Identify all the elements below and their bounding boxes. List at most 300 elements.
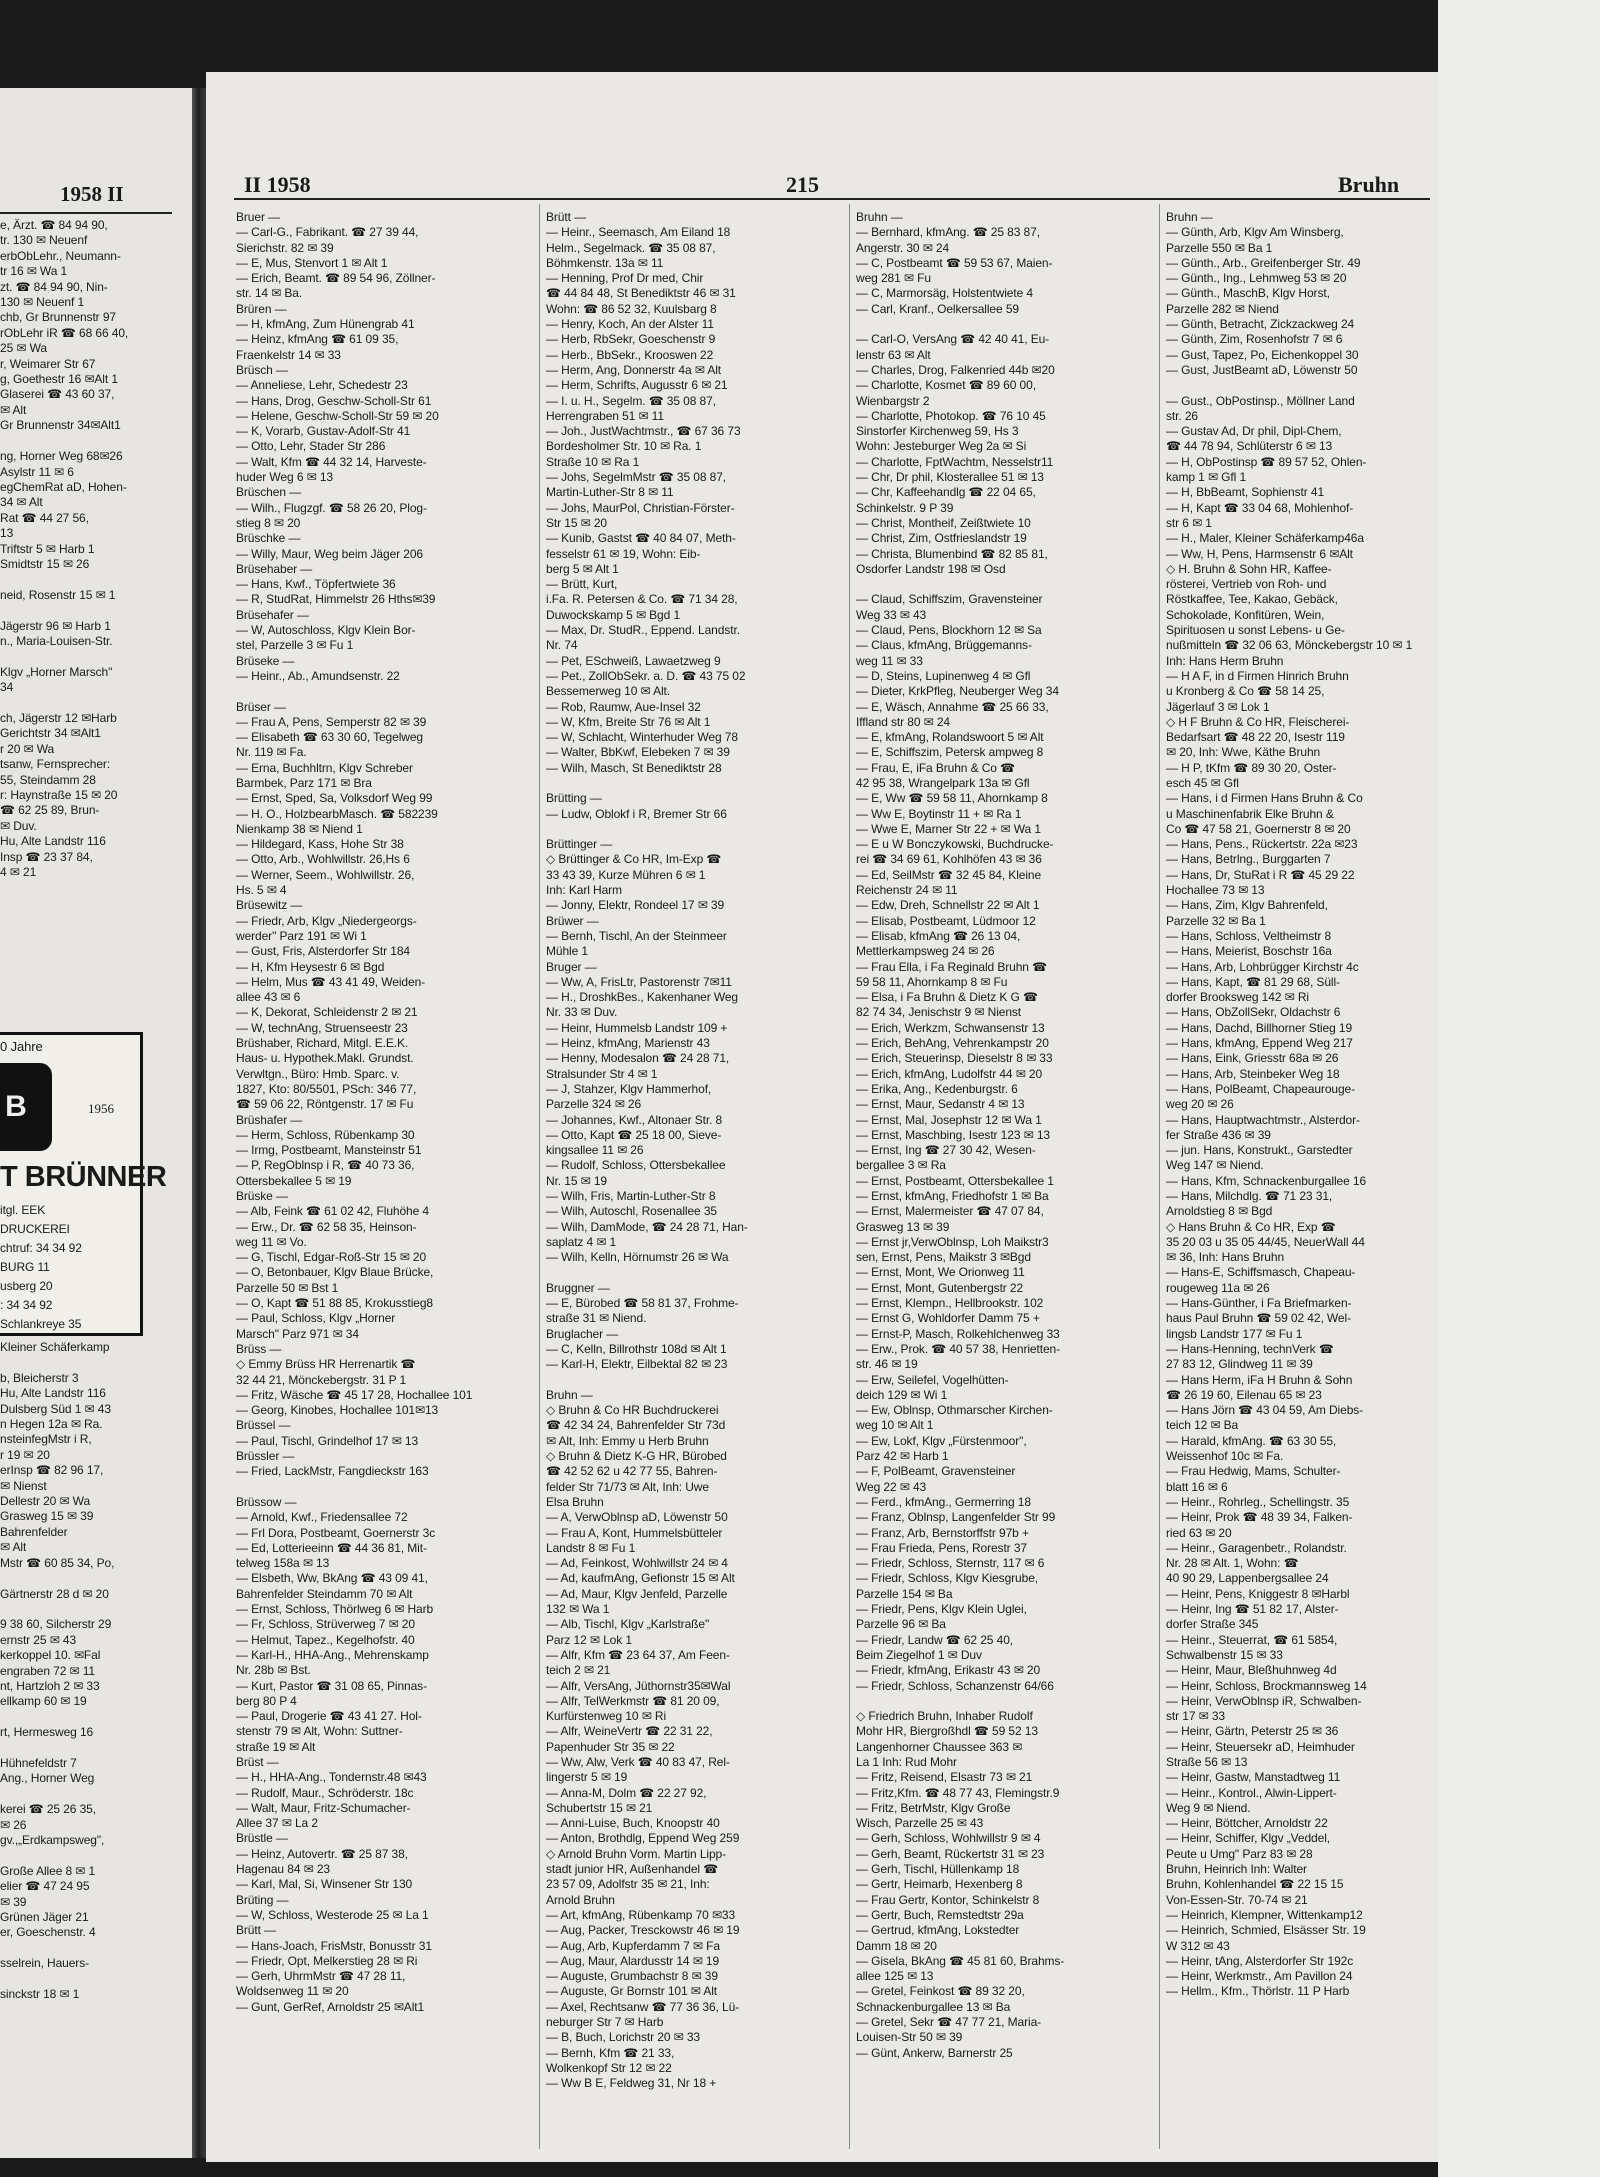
directory-entry-line: — Wilh., Flugzgf. ☎ 58 26 20, Plog- bbox=[236, 500, 427, 515]
directory-entry-line: — Hans, Eink, Griesstr 68a ✉ 26 bbox=[1166, 1051, 1339, 1066]
directory-entry-line: — Hans-Günther, i Fa Briefmarken- bbox=[1166, 1296, 1352, 1311]
directory-entry-line: ◇ H. Bruhn & Sohn HR, Kaffee- bbox=[1166, 561, 1332, 576]
directory-entry-line: — Claus, kfmAng, Brüggemanns- bbox=[856, 638, 1032, 653]
directory-entry-line: — J, Stahzer, Klgv Hammerhof, bbox=[546, 1081, 712, 1096]
directory-entry-line: — Wilh, DamMode, ☎ 24 28 71, Han- bbox=[546, 1219, 748, 1234]
directory-entry-line: Str 15 ✉ 20 bbox=[546, 515, 607, 530]
directory-entry-line: rei ☎ 34 69 61, Kohlhöfen 43 ✉ 36 bbox=[856, 852, 1042, 867]
directory-entry-line: Wohn: Jesteburger Weg 2a ✉ Si bbox=[856, 439, 1027, 454]
directory-entry-line: usberg 20 bbox=[0, 1279, 53, 1293]
directory-entry-line: ◇ Arnold Bruhn Vorm. Martin Lipp- bbox=[546, 1846, 727, 1861]
directory-entry-line: — Ww E, Boytinstr 11 + ✉ Ra 1 bbox=[856, 806, 1022, 821]
directory-entry-line: — Friedr, Arb, Klgv „Niedergeorgs- bbox=[236, 913, 417, 928]
directory-entry-line: Brüssler — bbox=[236, 1449, 295, 1464]
directory-entry-line: egChemRat aD, Hohen- bbox=[0, 479, 127, 494]
directory-entry-line: — Rudolf, Schloss, Ottersbekallee bbox=[546, 1158, 726, 1173]
directory-entry-line: erbObLehr., Neumann- bbox=[0, 248, 121, 263]
directory-entry-line: — Pet., ZollObSekr. a. D. ☎ 43 75 02 bbox=[546, 668, 746, 683]
directory-entry-line: — Henry, Koch, An der Alster 11 bbox=[546, 317, 714, 332]
directory-entry-line: — Hans, kfmAng, Eppend Weg 217 bbox=[1166, 1036, 1353, 1051]
directory-entry-line: Brüske — bbox=[236, 1189, 288, 1203]
directory-entry-line: — Heinr, Böttcher, Arnoldstr 22 bbox=[1166, 1816, 1328, 1831]
directory-entry-line: Haus- u. Hypothek.Makl. Grundst. bbox=[236, 1051, 414, 1066]
directory-entry-line: Jägerstr 96 ✉ Harb 1 bbox=[0, 618, 111, 633]
directory-entry-line: — Art, kfmAng, Rübenkamp 70 ✉33 bbox=[546, 1907, 736, 1922]
directory-entry-line: Hühnefeldstr 7 bbox=[0, 1755, 77, 1770]
directory-entry-line: — Carl-G., Fabrikant. ☎ 27 39 44, bbox=[236, 225, 419, 240]
directory-entry-line bbox=[0, 1941, 176, 1956]
directory-entry-line: Bahrenfelder Steindamm 70 ✉ Alt bbox=[236, 1586, 413, 1601]
directory-entry-line: — Christ, Montheif, Zeißtwiete 10 bbox=[856, 515, 1031, 530]
directory-entry-line: — Gisela, BkAng ☎ 45 81 60, Brahms- bbox=[856, 1953, 1065, 1968]
directory-entry-line: — Chr, Kaffeehandlg ☎ 22 04 65, bbox=[856, 485, 1036, 500]
directory-entry-line: Dulsberg Süd 1 ✉ 43 bbox=[0, 1401, 111, 1416]
directory-entry-line: — Heinr., Ab., Amundsenstr. 22 bbox=[236, 668, 400, 683]
directory-entry-line: ✉ 20, Inh: Wwe, Käthe Bruhn bbox=[1166, 745, 1321, 760]
directory-entry-line: — Fritz, Wäsche ☎ 45 17 28, Hochallee 101 bbox=[236, 1387, 473, 1402]
directory-entry-line: straße 31 ✉ Niend. bbox=[546, 1311, 647, 1326]
directory-entry-line: — Ad, kaufmAng, Gefionstr 15 ✉ Alt bbox=[546, 1571, 735, 1586]
directory-entry-line: Brütt — bbox=[546, 210, 586, 224]
directory-entry-line: — Walt, Maur, Fritz-Schumacher- bbox=[236, 1800, 411, 1815]
directory-entry-line: — Hans, Betrlng., Burggarten 7 bbox=[1166, 852, 1331, 867]
directory-entry-line: — Wwe E, Marner Str 22 + ✉ Wa 1 bbox=[856, 821, 1041, 836]
directory-entry-line: Helm., Segelmack. ☎ 35 08 87, bbox=[546, 240, 716, 255]
directory-entry-line: — Günth., MaschB, Klgv Horst, bbox=[1166, 286, 1330, 301]
directory-entry-line: Brüseke — bbox=[236, 653, 295, 668]
directory-entry-line: Brüsch — bbox=[236, 362, 288, 377]
directory-entry-line: elier ☎ 47 24 95 bbox=[0, 1879, 90, 1894]
directory-entry-line: — Erika, Ang., Kedenburgstr. 6 bbox=[856, 1081, 1018, 1096]
directory-entry-line: — Herm, Schrifts, Augusstr 6 ✉ 21 bbox=[546, 378, 728, 393]
directory-entry-line: Angerstr. 30 ✉ 24 bbox=[856, 240, 950, 255]
directory-entry-line: — Ad, Feinkost, Wohlwillstr 24 ✉ 4 bbox=[546, 1556, 728, 1571]
directory-entry-line: — Ww, H, Pens, Harmsenstr 6 ✉Alt bbox=[1166, 546, 1353, 561]
column-separator bbox=[1159, 204, 1160, 2149]
directory-entry-line: 9 38 60, Silcherstr 29 bbox=[0, 1617, 112, 1632]
directory-entry-line: — Dieter, KrkPfleg, Neuberger Weg 34 bbox=[856, 684, 1059, 699]
directory-entry-line: Brüren — bbox=[236, 301, 287, 316]
directory-entry-line: — Heinr, Maur, Bleßhuhnweg 4d bbox=[1166, 1663, 1337, 1678]
directory-entry-line: — Ernst, Maschbing, Isestr 123 ✉ 13 bbox=[856, 1127, 1050, 1142]
directory-entry-line: teich 2 ✉ 21 bbox=[546, 1663, 611, 1678]
directory-entry-line: Grünen Jäger 21 bbox=[0, 1910, 89, 1925]
directory-entry-line: teich 12 ✉ Ba bbox=[1166, 1418, 1239, 1433]
directory-entry-line: sen, Ernst, Pens, Maikstr 3 ✉Bgd bbox=[856, 1250, 1031, 1265]
directory-entry-line: Brüschen — bbox=[236, 485, 302, 500]
directory-entry-line: ◇ Emmy Brüss HR Herrenartik ☎ bbox=[236, 1357, 416, 1372]
directory-entry-line: weg 281 ✉ Fu bbox=[856, 271, 931, 286]
directory-entry-line: tr 16 ✉ Wa 1 bbox=[0, 264, 68, 279]
directory-entry-line: Sinstorfer Kirchenweg 59, Hs 3 bbox=[856, 424, 1019, 439]
directory-entry-line: 33 43 39, Kurze Mühren 6 ✉ 1 bbox=[546, 867, 706, 882]
directory-entry-line: — Gretel, Sekr ☎ 47 77 21, Maria- bbox=[856, 2015, 1042, 2030]
directory-entry-line: Dellestr 20 ✉ Wa bbox=[0, 1494, 91, 1509]
directory-entry-line: Hu, Alte Landstr 116 bbox=[0, 834, 106, 849]
directory-entry-line: — Helmut, Tapez., Kegelhofstr. 40 bbox=[236, 1632, 415, 1647]
directory-entry-line: — F, PolBeamt, Gravensteiner bbox=[856, 1464, 1016, 1479]
directory-entry-line: — H P, tKfm ☎ 89 30 20, Oster- bbox=[1166, 760, 1337, 775]
printer-logo-icon bbox=[0, 1063, 52, 1151]
directory-entry-line bbox=[0, 1355, 176, 1370]
directory-entry-line: — Gerh, Schloss, Wohlwillstr 9 ✉ 4 bbox=[856, 1831, 1041, 1846]
directory-entry-line: — C, Postbeamt ☎ 59 53 67, Maien- bbox=[856, 255, 1053, 270]
directory-entry-line: g, Goethestr 16 ✉Alt 1 bbox=[0, 372, 118, 387]
directory-entry-line: Schnackenburgallee 13 ✉ Ba bbox=[856, 1999, 1011, 2014]
directory-entry-line: — Gertrud, kfmAng, Lokstedter bbox=[856, 1923, 1020, 1938]
directory-entry-line: — Alfr, Kfm ☎ 23 64 37, Am Feen- bbox=[546, 1647, 730, 1662]
directory-entry-line: — Fr, Schloss, Strüverweg 7 ✉ 20 bbox=[236, 1617, 415, 1632]
directory-entry-line: — Herm, Schloss, Rübenkamp 30 bbox=[236, 1127, 415, 1142]
directory-entry-line: Co ☎ 47 58 21, Goernerstr 8 ✉ 20 bbox=[1166, 821, 1351, 836]
directory-entry-line: str 6 ✉ 1 bbox=[1166, 515, 1212, 530]
directory-entry-line: — Karl, Mal, Si, Winsener Str 130 bbox=[236, 1877, 413, 1892]
directory-entry-line: — Charlotte, Kosmet ☎ 89 60 00, bbox=[856, 378, 1036, 393]
directory-entry-line: itgl. EEK bbox=[0, 1203, 46, 1217]
directory-entry-line: — Gretel, Feinkost ☎ 89 32 20, bbox=[856, 1984, 1025, 1999]
directory-entry-line: — Günt, Ankerw, Barnerstr 25 bbox=[856, 2045, 1013, 2060]
directory-entry-line: Klgv „Horner Marsch" bbox=[0, 664, 113, 679]
directory-entry-line: ellkamp 60 ✉ 19 bbox=[0, 1694, 87, 1709]
directory-entry-line: Verwltgn., Büro: Hmb. Sparc. v. bbox=[236, 1066, 400, 1081]
directory-entry-line: Landstr 8 ✉ Fu 1 bbox=[546, 1540, 636, 1555]
directory-entry-line: Hs. 5 ✉ 4 bbox=[236, 883, 287, 898]
directory-entry-line: — Hildegard, Kass, Hohe Str 38 bbox=[236, 837, 404, 852]
directory-entry-line: — Johannes, Kwf., Altonaer Str. 8 bbox=[546, 1112, 723, 1127]
directory-entry-line: — Aug, Packer, Tresckowstr 46 ✉ 19 bbox=[546, 1923, 740, 1938]
directory-entry-line: — Otto, Lehr, Stader Str 286 bbox=[236, 439, 386, 454]
directory-entry-line: dorfer Straße 345 bbox=[1166, 1617, 1259, 1632]
ad-lines bbox=[0, 1201, 82, 1334]
directory-entry-line: Wisch, Parzelle 25 ✉ 43 bbox=[856, 1816, 984, 1831]
directory-entry-line: Bruglacher — bbox=[546, 1326, 619, 1341]
directory-entry-line: u Kronberg & Co ☎ 58 14 25, bbox=[1166, 684, 1325, 699]
directory-entry-line: — E, kfmAng, Rolandswoort 5 ✉ Alt bbox=[856, 730, 1044, 745]
directory-entry-line: 82 74 34, Jenischstr 9 ✉ Nienst bbox=[856, 1005, 1022, 1020]
directory-entry-line: — Hans, Meierist, Boschstr 16a bbox=[1166, 944, 1332, 959]
directory-entry-line: — Fried, LackMstr, Fangdieckstr 163 bbox=[236, 1464, 429, 1479]
directory-entry-line: Insp ☎ 23 37 84, bbox=[0, 849, 93, 864]
directory-entry-line: Wolkenkopf Str 12 ✉ 22 bbox=[546, 2060, 672, 2075]
directory-entry-line: — Fritz,Kfm. ☎ 48 77 43, Flemingstr.9 bbox=[856, 1785, 1060, 1800]
directory-entry-line: — Walt, Kfm ☎ 44 32 14, Harveste- bbox=[236, 454, 427, 469]
directory-entry-line: Jägerlauf 3 ✉ Lok 1 bbox=[1166, 699, 1270, 714]
directory-entry-line: — Gerh, Beamt, Rückertstr 31 ✉ 23 bbox=[856, 1846, 1045, 1861]
directory-entry-line: — Axel, Rechtsanw ☎ 77 36 36, Lü- bbox=[546, 1999, 740, 2014]
directory-entry-line: ☎ 59 06 22, Röntgenstr. 17 ✉ Fu bbox=[236, 1097, 414, 1112]
directory-entry-line bbox=[0, 1787, 176, 1802]
directory-entry-line: — Erw., Dr. ☎ 62 58 35, Heinson- bbox=[236, 1219, 417, 1234]
directory-entry-line: — Hans, Zim, Klgv Bahrenfeld, bbox=[1166, 898, 1328, 913]
directory-entry-line: — Heinr, Schiffer, Klgv „Veddel, bbox=[1166, 1831, 1330, 1846]
directory-entry-line: straße 19 ✉ Alt bbox=[236, 1739, 316, 1754]
directory-entry-line: — Günth, Zim, Rosenhofstr 7 ✉ 6 bbox=[1166, 332, 1343, 347]
directory-entry-line: ☎ 44 78 94, Schlüterstr 6 ✉ 13 bbox=[1166, 439, 1333, 454]
directory-entry-line: — Gust, Fris, Alsterdorfer Str 184 bbox=[236, 944, 410, 959]
directory-entry-line: — Frau A, Pens, Semperstr 82 ✉ 39 bbox=[236, 714, 427, 729]
directory-entry-line: — Ew, Oblnsp, Othmarscher Kirchen- bbox=[856, 1403, 1053, 1418]
directory-entry-line: — Günth., Ing., Lehmweg 53 ✉ 20 bbox=[1166, 271, 1347, 286]
directory-entry-line: Damm 18 ✉ 20 bbox=[856, 1938, 937, 1953]
directory-entry-line: — Friedr, Opt, Melkerstieg 28 ✉ Ri bbox=[236, 1953, 418, 1968]
directory-entry-line: — Karl-H, Elektr, Eilbektal 82 ✉ 23 bbox=[546, 1357, 728, 1372]
directory-entry-line: — E, Mus, Stenvort 1 ✉ Alt 1 bbox=[236, 255, 388, 270]
directory-entry-line: — Heinrich, Schmied, Elsässer Str. 19 bbox=[1166, 1923, 1366, 1938]
directory-entry-line: — H, ObPostinsp ☎ 89 57 52, Ohlen- bbox=[1166, 454, 1367, 469]
directory-entry-line: — H A F, in d Firmen Hinrich Bruhn bbox=[1166, 668, 1349, 683]
directory-entry-line: — Hellm., Kfm., Thörlstr. 11 P Harb bbox=[1166, 1984, 1350, 1999]
directory-entry-line: ☎ 62 25 89, Brun- bbox=[0, 803, 100, 818]
directory-entry-line: felder Str 71/73 ✉ Alt, Inh: Uwe bbox=[546, 1479, 709, 1494]
directory-entry-line: str. 26 bbox=[1166, 408, 1198, 423]
directory-entry-line: — Heinr, tAng, Alsterdorfer Str 192c bbox=[1166, 1953, 1354, 1968]
directory-entry-line: berg 5 ✉ Alt 1 bbox=[546, 561, 619, 576]
directory-entry-line: Schubertstr 15 ✉ 21 bbox=[546, 1800, 653, 1815]
directory-entry-line: 13 bbox=[0, 526, 14, 541]
directory-entry-line: esch 45 ✉ Gfl bbox=[1166, 775, 1239, 790]
directory-entry-line: — Erw, Seilefel, Vogelhütten- bbox=[856, 1372, 1009, 1387]
directory-entry-line: — O, Kapt ☎ 51 88 85, Krokusstieg8 bbox=[236, 1296, 433, 1311]
directory-entry-line: — Heinz, kfmAng ☎ 61 09 35, bbox=[236, 332, 399, 347]
directory-entry-line: Martin-Luther-Str 8 ✉ 11 bbox=[546, 485, 674, 500]
directory-entry-line: blatt 16 ✉ 6 bbox=[1166, 1479, 1228, 1494]
directory-entry-line: allee 43 ✉ 6 bbox=[236, 990, 301, 1005]
directory-entry-line: — H, BbBeamt, Sophienstr 41 bbox=[1166, 485, 1325, 500]
directory-entry-line: Gr Brunnenstr 34✉Alt1 bbox=[0, 418, 121, 433]
directory-entry-line: Weg 9 ✉ Niend. bbox=[1166, 1800, 1251, 1815]
directory-entry-line: r 20 ✉ Wa bbox=[0, 741, 55, 756]
ad-year: 1956 bbox=[88, 1101, 114, 1116]
directory-entry-line: — Alb, Feink ☎ 61 02 42, Fluhöhe 4 bbox=[236, 1204, 429, 1219]
directory-entry-line: Bruger — bbox=[546, 959, 597, 974]
directory-entry-line: lingerstr 5 ✉ 19 bbox=[546, 1770, 628, 1785]
directory-entry-line: — Kurt, Pastor ☎ 31 08 65, Pinnas- bbox=[236, 1678, 427, 1693]
directory-entry-line: : 34 34 92 bbox=[0, 1298, 53, 1312]
directory-entry-line: — E, Schiffszim, Petersk ampweg 8 bbox=[856, 745, 1044, 760]
left-header-rule bbox=[0, 212, 172, 214]
directory-entry-line: Grasweg 15 ✉ 39 bbox=[0, 1509, 94, 1524]
directory-entry-line: — Erich, Beamt. ☎ 89 54 96, Zöllner- bbox=[236, 271, 436, 286]
directory-entry-line: Ottersbekallee 5 ✉ 19 bbox=[236, 1173, 352, 1188]
directory-entry-line: — Otto, Kapt ☎ 25 18 00, Sieve- bbox=[546, 1127, 722, 1142]
directory-entry-line: bergallee 3 ✉ Ra bbox=[856, 1158, 946, 1173]
directory-entry-line: Smidtstr 15 ✉ 26 bbox=[0, 556, 90, 571]
directory-entry-line: — Herm, Ang, Donnerstr 4a ✉ Alt bbox=[546, 362, 722, 377]
ad-logo-letter: B bbox=[5, 1090, 27, 1123]
directory-entry-line: Wienbargstr 2 bbox=[856, 393, 930, 408]
directory-entry-line: Brütting — bbox=[546, 791, 602, 806]
directory-entry-line: ☎ 42 34 24, Bahrenfelder Str 73d bbox=[546, 1418, 726, 1433]
directory-entry-line: — Werner, Seem., Wohlwillstr. 26, bbox=[236, 867, 415, 882]
directory-entry-line: Brüshafer — bbox=[236, 1112, 303, 1127]
directory-entry-line: ✉ Alt bbox=[0, 402, 27, 417]
directory-entry-line: — Charles, Drog, Falkenried 44b ✉20 bbox=[856, 362, 1055, 377]
directory-entry-line: — Fritz, Reisend, Elsastr 73 ✉ 21 bbox=[856, 1770, 1033, 1785]
directory-entry-line: 42 95 38, Wrangelpark 13a ✉ Gfl bbox=[856, 775, 1030, 790]
ad-firm-name: T BRÜNNER bbox=[0, 1161, 167, 1193]
directory-entry-line: i.Fa. R. Petersen & Co. ☎ 71 34 28, bbox=[546, 592, 738, 607]
directory-entry-line: — Charlotte, FptWachtm, Nesselstr11 bbox=[856, 454, 1054, 469]
directory-entry-line: 1827, Kto: 80/5501, PSch: 346 77, bbox=[236, 1081, 417, 1096]
directory-entry-line: — Ed, Lotterieeinn ☎ 44 36 81, Mit- bbox=[236, 1540, 427, 1555]
directory-entry-line: — Alb, Tischl, Klgv „Karlstraße" bbox=[546, 1617, 710, 1632]
directory-entry-line: — Bernh, Kfm ☎ 21 33, bbox=[546, 2045, 675, 2060]
page-margin bbox=[1438, 0, 1600, 2177]
directory-entry-line: — Ernst-P, Masch, Rolkehlchenweg 33 bbox=[856, 1326, 1060, 1341]
directory-entry-line: — Heinr., Seemasch, Am Eiland 18 bbox=[546, 225, 731, 240]
directory-entry-line: 4 ✉ 21 bbox=[0, 865, 37, 880]
directory-entry-line: Schlankreye 35 bbox=[0, 1317, 82, 1331]
directory-entry-line bbox=[546, 822, 844, 837]
directory-entry-line: — W, Autoschloss, Klgv Klein Bor- bbox=[236, 623, 416, 638]
left-page bbox=[0, 88, 192, 2158]
directory-entry-line bbox=[236, 684, 534, 699]
directory-entry-line: — Ww B E, Feldweg 31, Nr 18 + bbox=[546, 2076, 717, 2091]
directory-entry-line: ernstr 25 ✉ 43 bbox=[0, 1632, 77, 1647]
directory-entry-line: — Heinr, Steuersekr aD, Heimhuder bbox=[1166, 1739, 1355, 1754]
directory-entry-line: rObLehr iR ☎ 68 66 40, bbox=[0, 325, 129, 340]
directory-entry-line: Bruhn, Kohlenhandel ☎ 22 15 15 bbox=[1166, 1877, 1344, 1892]
directory-entry-line: — Gust, JustBeamt aD, Löwenstr 50 bbox=[1166, 362, 1358, 377]
directory-entry-line: Inh: Hans Herm Bruhn bbox=[1166, 653, 1284, 668]
directory-entry-line: — Heinr, VerwOblnsp iR, Schwalben- bbox=[1166, 1693, 1362, 1708]
directory-entry-line: — Ernst G, Wohldorfer Damm 75 + bbox=[856, 1311, 1040, 1326]
directory-entry-line: Gerichtstr 34 ✉Alt1 bbox=[0, 726, 101, 741]
directory-entry-line: Nr. 33 ✉ Duv. bbox=[546, 1005, 618, 1020]
directory-entry-line: — Anneliese, Lehr, Schedestr 23 bbox=[236, 378, 408, 393]
directory-entry-line: ◇ Brüttinger & Co HR, Im-Exp ☎ bbox=[546, 852, 722, 867]
directory-entry-line: — Heinz, Autovertr. ☎ 25 87 38, bbox=[236, 1846, 408, 1861]
directory-entry-line: ◇ Bruhn & Dietz K-G HR, Bürobed bbox=[546, 1449, 727, 1464]
directory-entry-line bbox=[546, 1373, 844, 1388]
directory-entry-line: Fraenkelstr 14 ✉ 33 bbox=[236, 347, 341, 362]
directory-entry-line: ◇ Bruhn & Co HR Buchdruckerei bbox=[546, 1403, 719, 1418]
directory-entry-line: — Wilh, Masch, St Benediktstr 28 bbox=[546, 760, 722, 775]
directory-entry-line: ☎ 44 84 48, St Benediktstr 46 ✉ 31 bbox=[546, 286, 736, 301]
directory-entry-line: Bordesholmer Str. 10 ✉ Ra. 1 bbox=[546, 439, 702, 454]
directory-entry-line: huder Weg 6 ✉ 13 bbox=[236, 470, 333, 485]
directory-entry-line: — Henny, Modesalon ☎ 24 28 71, bbox=[546, 1051, 730, 1066]
directory-entry-line: — Henning, Prof Dr med, Chir bbox=[546, 271, 704, 286]
directory-entry-line: Kurfürstenweg 10 ✉ Ri bbox=[546, 1709, 667, 1724]
directory-entry-line: stadt junior HR, Außenhandel ☎ bbox=[546, 1862, 719, 1877]
directory-entry-line: — Johs, MaurPol, Christian-Förster- bbox=[546, 500, 735, 515]
directory-entry-line: — Friedr, Schloss, Schanzenstr 64/66 bbox=[856, 1678, 1054, 1693]
directory-entry-line bbox=[0, 434, 176, 449]
directory-entry-line: — Frl Dora, Postbeamt, Goernerstr 3c bbox=[236, 1525, 436, 1540]
left-column-bottom bbox=[0, 1340, 176, 2002]
directory-entry-line: — Helene, Geschw-Scholl-Str 59 ✉ 20 bbox=[236, 408, 439, 423]
directory-entry-line: 23 57 09, Adolfstr 35 ✉ 21, Inh: bbox=[546, 1877, 710, 1892]
directory-entry-line: Bruhn — bbox=[546, 1387, 593, 1402]
directory-entry-line: zt. ☎ 84 94 90, Nin- bbox=[0, 279, 108, 294]
directory-entry-line: r, Weimarer Str 67 bbox=[0, 356, 96, 371]
directory-entry-line: — Karl-H., HHA-Ang., Mehrenskamp bbox=[236, 1647, 429, 1662]
directory-entry-line: — Ernst, Sped, Sa, Volksdorf Weg 99 bbox=[236, 791, 433, 806]
directory-entry-line: — Ernst, Klempn., Hellbrookstr. 102 bbox=[856, 1296, 1044, 1311]
directory-entry-line: — Chr, Dr phil, Klosterallee 51 ✉ 13 bbox=[856, 470, 1044, 485]
directory-entry-line bbox=[0, 572, 176, 587]
directory-entry-line: saplatz 4 ✉ 1 bbox=[546, 1234, 617, 1249]
left-column-top bbox=[0, 218, 176, 880]
directory-entry-line: La 1 Inh: Rud Mohr bbox=[856, 1754, 957, 1769]
page-number: 215 bbox=[786, 172, 819, 197]
directory-entry-line: — Georg, Kinobes, Hochallee 101✉13 bbox=[236, 1403, 439, 1418]
directory-entry-line: rougeweg 11a ✉ 26 bbox=[1166, 1280, 1270, 1295]
directory-entry-line: — Kunib, Gastst ☎ 40 84 07, Meth- bbox=[546, 531, 736, 546]
directory-entry-line: — Ww, A, FrisLtr, Pastorenstr 7✉11 bbox=[546, 974, 732, 989]
directory-entry-line: — Erich, BehAng, Vehrenkampstr 20 bbox=[856, 1036, 1049, 1051]
directory-entry-line: lenstr 63 ✉ Alt bbox=[856, 347, 931, 362]
directory-entry-line: — Hans Jörn ☎ 43 04 59, Am Diebs- bbox=[1166, 1403, 1364, 1418]
directory-entry-line: telweg 158a ✉ 13 bbox=[236, 1556, 330, 1571]
directory-entry-line bbox=[0, 1710, 176, 1725]
directory-entry-line: — Helm, Mus ☎ 43 41 49, Weiden- bbox=[236, 974, 426, 989]
directory-entry-line: DRUCKEREI bbox=[0, 1222, 70, 1236]
directory-entry-line: — Heinr, Werkmstr., Am Pavillon 24 bbox=[1166, 1969, 1353, 1984]
directory-entry-line: Beim Ziegelhof 1 ✉ Duv bbox=[856, 1647, 982, 1662]
directory-entry-line: Brütt — bbox=[236, 1923, 276, 1938]
directory-entry-line: Brüsehafer — bbox=[236, 607, 309, 622]
directory-entry-line: Schwalbenstr 15 ✉ 33 bbox=[1166, 1647, 1283, 1662]
directory-entry-line: — Frau Hedwig, Mams, Schulter- bbox=[1166, 1464, 1341, 1479]
directory-entry-line: — Max, Dr. StudR., Eppend. Landstr. bbox=[546, 623, 740, 638]
directory-entry-line: Mstr ☎ 60 85 34, Po, bbox=[0, 1555, 115, 1570]
directory-entry-line: str. 46 ✉ 19 bbox=[856, 1357, 918, 1372]
directory-entry-line: — Frau A, Kont, Hummelsbütteler bbox=[546, 1525, 723, 1540]
directory-entry-line: rösterei, Vertrieb von Roh- und bbox=[1166, 577, 1327, 592]
directory-entry-line: — Hans, Dr, StuRat i R ☎ 45 29 22 bbox=[1166, 867, 1355, 882]
directory-entry-line: deich 129 ✉ Wi 1 bbox=[856, 1387, 948, 1402]
directory-entry-line: Hagenau 84 ✉ 23 bbox=[236, 1862, 330, 1877]
directory-entry-line: — Johs, SegelmMstr ☎ 35 08 87, bbox=[546, 470, 727, 485]
directory-entry-line: Gärtnerstr 28 d ✉ 20 bbox=[0, 1586, 109, 1601]
directory-entry-line: — Ew, Lokf, Klgv „Fürstenmoor", bbox=[856, 1433, 1027, 1448]
directory-entry-line: Brüstle — bbox=[236, 1831, 288, 1846]
directory-entry-line: ried 63 ✉ 20 bbox=[1166, 1525, 1232, 1540]
directory-entry-line: Parzelle 154 ✉ Ba bbox=[856, 1586, 953, 1601]
directory-entry-line: dorfer Brooksweg 142 ✉ Ri bbox=[1166, 990, 1309, 1005]
column-separator bbox=[849, 204, 850, 2149]
directory-entry-line: — Friedr, Pens, Klgv Klein Uglei, bbox=[856, 1602, 1027, 1617]
directory-entry-line: — Carl-O, VersAng ☎ 42 40 41, Eu- bbox=[856, 332, 1050, 347]
directory-entry-line: chb, Gr Brunnenstr 97 bbox=[0, 310, 116, 325]
directory-entry-line: str 17 ✉ 33 bbox=[1166, 1709, 1225, 1724]
directory-entry-line: Parzelle 324 ✉ 26 bbox=[546, 1097, 642, 1112]
directory-entry-line: — Herb., BbSekr., Krooswen 22 bbox=[546, 347, 714, 362]
directory-entry-line: — Hans, Milchdlg. ☎ 71 23 31, bbox=[1166, 1189, 1333, 1203]
directory-entry-line: — Erna, Buchhltrn, Klgv Schreber bbox=[236, 760, 413, 775]
directory-entry-line: — Alfr, WeineVertr ☎ 22 31 22, bbox=[546, 1724, 713, 1739]
directory-entry-line: Inh: Karl Harm bbox=[546, 883, 622, 898]
directory-entry-line: Brüsehaber — bbox=[236, 561, 313, 576]
directory-entry-line bbox=[0, 1571, 176, 1586]
directory-entry-line: Kleiner Schäferkamp bbox=[0, 1340, 110, 1354]
directory-entry-line: — Joh., JustWachtmstr., ☎ 67 36 73 bbox=[546, 424, 741, 439]
directory-entry-line: 55, Steindamm 28 bbox=[0, 772, 96, 787]
directory-entry-line: — Heinr, Schloss, Brockmannsweg 14 bbox=[1166, 1678, 1367, 1693]
directory-entry-line bbox=[546, 1265, 844, 1280]
directory-entry-line: — Hans, Dachd, Billhorner Stieg 19 bbox=[1166, 1020, 1353, 1035]
directory-entry-line: — W, Schloss, Westerode 25 ✉ La 1 bbox=[236, 1907, 429, 1922]
directory-entry-line bbox=[546, 776, 844, 791]
directory-entry-line: — Heinrich, Klempner, Wittenkamp12 bbox=[1166, 1907, 1363, 1922]
directory-entry-line: — Claud, Pens, Blockhorn 12 ✉ Sa bbox=[856, 623, 1042, 638]
directory-entry-line: n., Maria-Louisen-Str. bbox=[0, 633, 113, 648]
directory-entry-line: allee 125 ✉ 13 bbox=[856, 1969, 934, 1984]
directory-entry-line: Bruer — bbox=[236, 210, 280, 224]
directory-entry-line: — Erw., Prok. ☎ 40 57 38, Henrietten- bbox=[856, 1341, 1061, 1356]
